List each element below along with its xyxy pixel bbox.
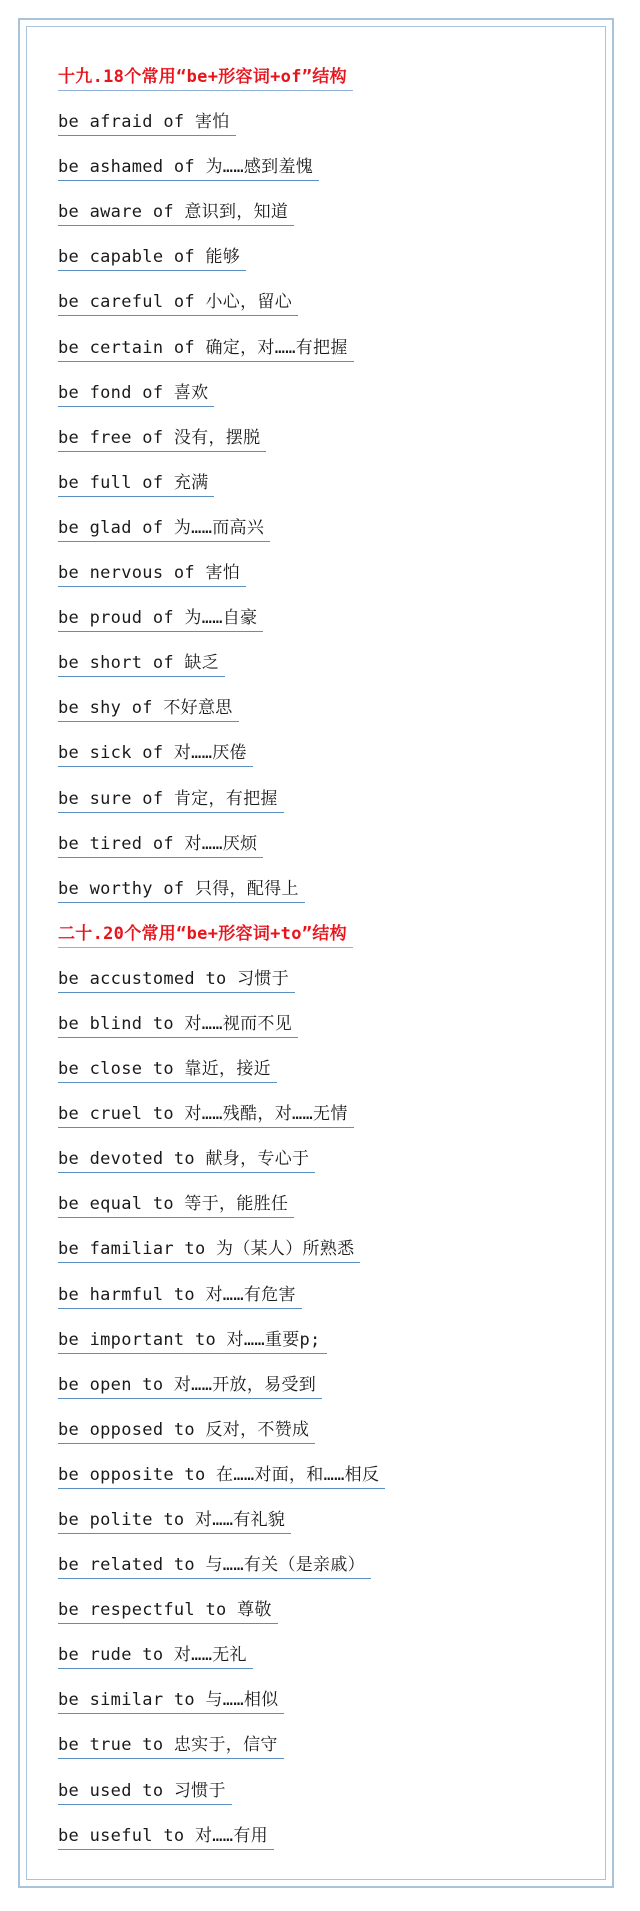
phrase-item <box>58 554 578 599</box>
phrase-item <box>58 464 578 509</box>
phrase-text: be nervous of 害怕 <box>58 558 246 587</box>
phrase-text: be sick of 对……厌倦 <box>58 738 253 767</box>
section-list-of <box>58 103 578 915</box>
phrase-item <box>58 689 578 734</box>
phrase-item <box>58 1501 578 1546</box>
phrase-text: be certain of 确定，对……有把握 <box>58 333 354 362</box>
phrase-item <box>58 419 578 464</box>
phrase-text: be respectful to 尊敬 <box>58 1595 278 1624</box>
phrase-text: be tired of 对……厌烦 <box>58 829 263 858</box>
heading-text: 二十.20个常用“be+形容词+to”结构 <box>58 919 353 948</box>
phrase-text: be proud of 为……自豪 <box>58 603 263 632</box>
phrase-text: be fond of 喜欢 <box>58 378 214 407</box>
phrase-text: be open to 对……开放，易受到 <box>58 1370 322 1399</box>
phrase-item <box>58 1050 578 1095</box>
phrase-text: be accustomed to 习惯于 <box>58 964 295 993</box>
phrase-item <box>58 374 578 419</box>
phrase-text: be rude to 对……无礼 <box>58 1640 253 1669</box>
phrase-item <box>58 870 578 915</box>
phrase-text: be close to 靠近，接近 <box>58 1054 277 1083</box>
phrase-item <box>58 148 578 193</box>
phrase-text: be familiar to 为（某人）所熟悉 <box>58 1234 360 1263</box>
section-heading-of <box>58 58 578 103</box>
phrase-text: be related to 与……有关（是亲戚） <box>58 1550 371 1579</box>
phrase-text: be similar to 与……相似 <box>58 1685 284 1714</box>
phrase-item <box>58 283 578 328</box>
phrase-text: be worthy of 只得，配得上 <box>58 874 305 903</box>
phrase-text: be opposite to 在……对面，和……相反 <box>58 1460 385 1489</box>
phrase-item <box>58 193 578 238</box>
phrase-item <box>58 825 578 870</box>
phrase-item <box>58 780 578 825</box>
phrase-item <box>58 1321 578 1366</box>
phrase-text: be short of 缺乏 <box>58 648 225 677</box>
phrase-item <box>58 238 578 283</box>
phrase-text: be used to 习惯于 <box>58 1776 232 1805</box>
phrase-item <box>58 509 578 554</box>
phrase-text: be devoted to 献身，专心于 <box>58 1144 315 1173</box>
phrase-item <box>58 1230 578 1275</box>
phrase-item <box>58 1276 578 1321</box>
phrase-text: be aware of 意识到，知道 <box>58 197 294 226</box>
phrase-text: be important to 对……重要p; <box>58 1325 327 1354</box>
phrase-item <box>58 644 578 689</box>
phrase-item <box>58 1366 578 1411</box>
phrase-text: be careful of 小心，留心 <box>58 287 298 316</box>
section-heading-to <box>58 915 578 960</box>
phrase-item <box>58 1591 578 1636</box>
phrase-text: be ashamed of 为……感到羞愧 <box>58 152 319 181</box>
phrase-text: be free of 没有，摆脱 <box>58 423 266 452</box>
phrase-text: be sure of 肯定，有把握 <box>58 784 284 813</box>
phrase-item <box>58 1456 578 1501</box>
phrase-item <box>58 960 578 1005</box>
phrase-text: be glad of 为……而高兴 <box>58 513 270 542</box>
phrase-text: be equal to 等于，能胜任 <box>58 1189 294 1218</box>
phrase-item <box>58 1681 578 1726</box>
phrase-text: be afraid of 害怕 <box>58 107 236 136</box>
phrase-item <box>58 1726 578 1771</box>
phrase-text: be full of 充满 <box>58 468 214 497</box>
phrase-item <box>58 329 578 374</box>
phrase-text: be harmful to 对……有危害 <box>58 1280 302 1309</box>
phrase-item <box>58 1817 578 1862</box>
phrase-item <box>58 1411 578 1456</box>
phrase-list <box>58 58 578 1862</box>
phrase-text: be true to 忠实于，信守 <box>58 1730 284 1759</box>
phrase-text: be opposed to 反对，不赞成 <box>58 1415 315 1444</box>
section-list-to <box>58 960 578 1862</box>
heading-text: 十九.18个常用“be+形容词+of”结构 <box>58 62 353 91</box>
phrase-item <box>58 1185 578 1230</box>
phrase-item <box>58 103 578 148</box>
phrase-item <box>58 1546 578 1591</box>
phrase-text: be cruel to 对……残酷，对……无情 <box>58 1099 354 1128</box>
phrase-text: be capable of 能够 <box>58 242 246 271</box>
phrase-text: be blind to 对……视而不见 <box>58 1009 298 1038</box>
phrase-text: be useful to 对……有用 <box>58 1821 274 1850</box>
phrase-item <box>58 1140 578 1185</box>
phrase-text: be polite to 对……有礼貌 <box>58 1505 291 1534</box>
phrase-text: be shy of 不好意思 <box>58 693 239 722</box>
phrase-item <box>58 734 578 779</box>
phrase-item <box>58 1772 578 1817</box>
phrase-item <box>58 1095 578 1140</box>
phrase-item <box>58 599 578 644</box>
phrase-item <box>58 1636 578 1681</box>
phrase-item <box>58 1005 578 1050</box>
